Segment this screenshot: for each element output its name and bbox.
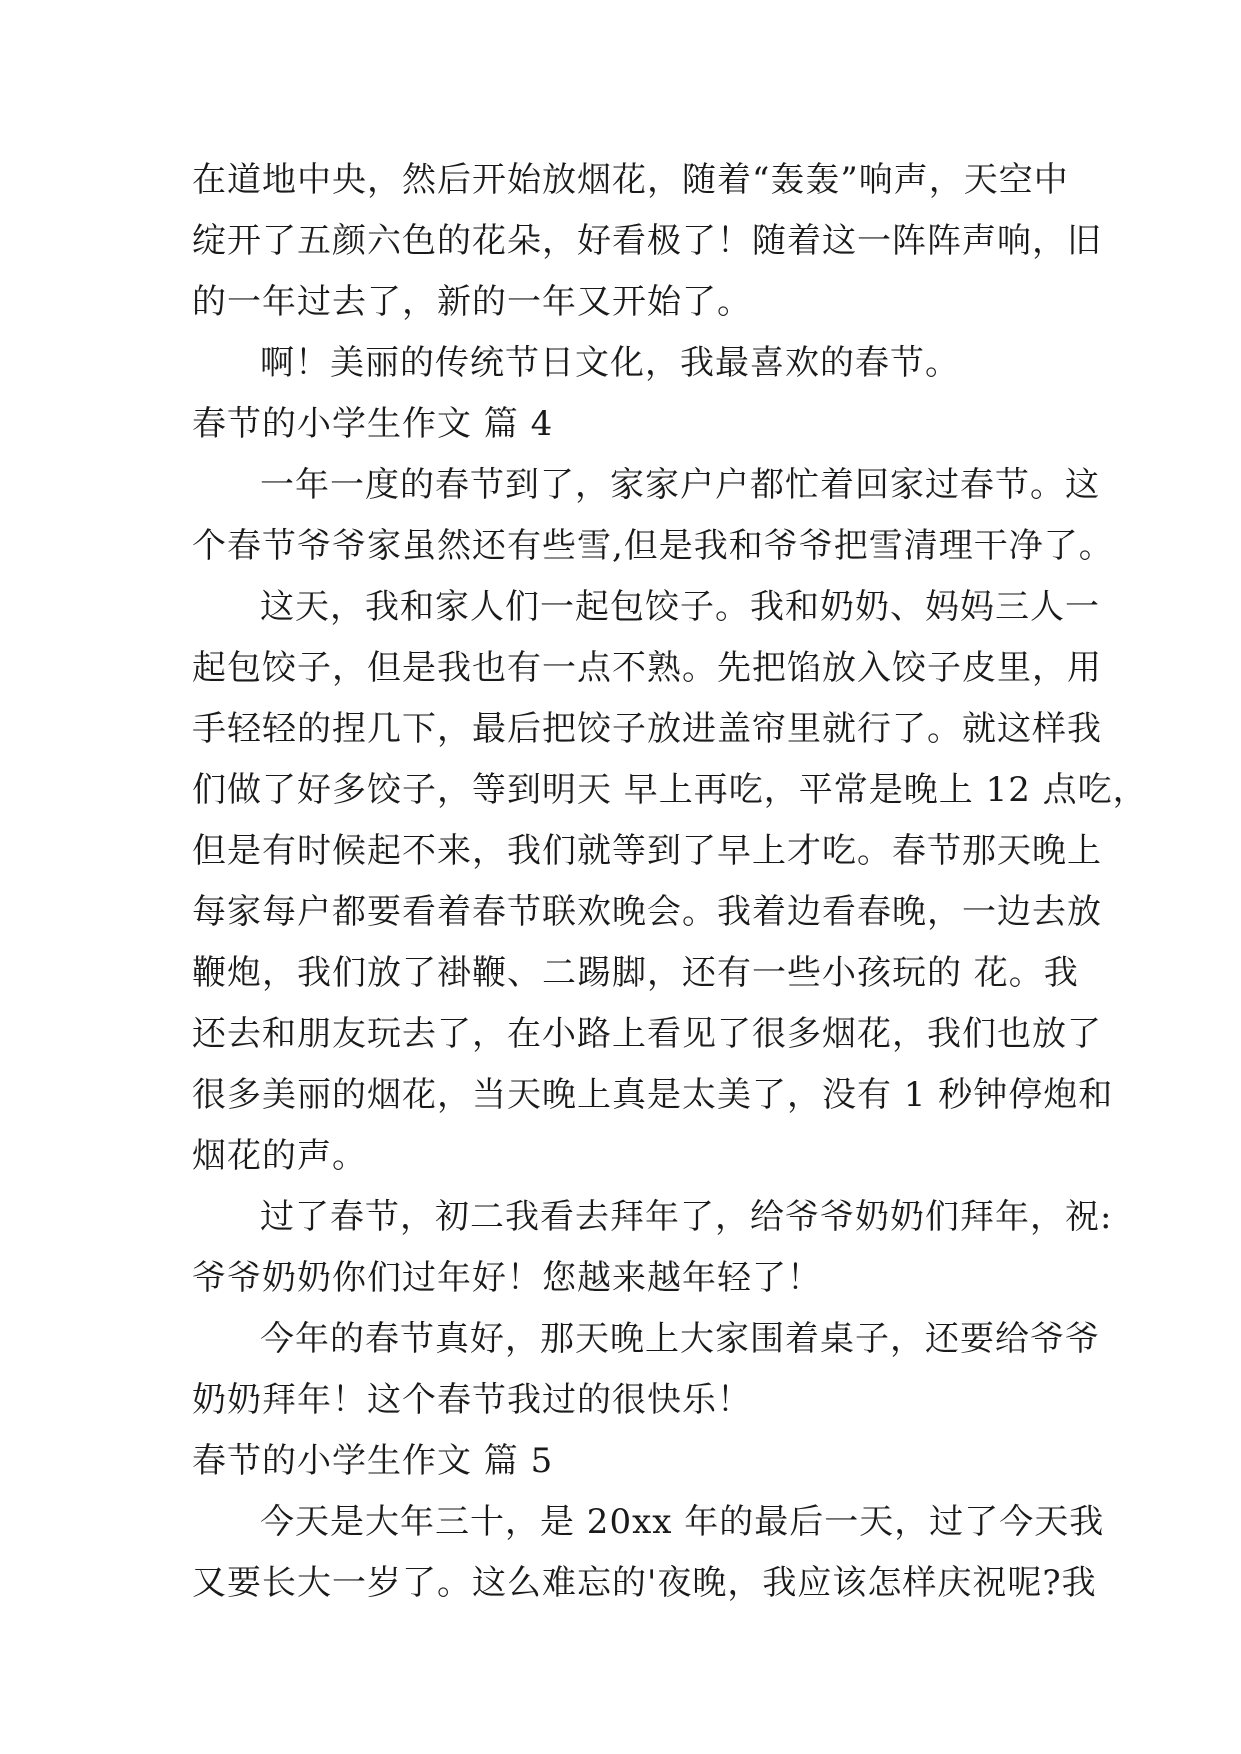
text-line: 每家每户都要看着春节联欢晚会。我着边看春晚，一边去放 xyxy=(192,892,1102,932)
text-line: 烟花的声。 xyxy=(192,1136,367,1176)
paragraph-line: 今年的春节真好，那天晚上大家围着桌子，还要给爷爷 xyxy=(260,1319,1100,1359)
text-line: 又要长大一岁了。这么难忘的'夜晚，我应该怎样庆祝呢?我 xyxy=(192,1563,1097,1603)
text-line: 很多美丽的烟花，当天晚上真是太美了，没有 1 秒钟停炮和 xyxy=(192,1075,1114,1115)
text-line: 手轻轻的捏几下，最后把饺子放进盖帘里就行了。就这样我 xyxy=(192,709,1102,749)
text-line: 在道地中央，然后开始放烟花，随着“轰轰”响声，天空中 xyxy=(192,160,1069,200)
paragraph-line: 这天，我和家人们一起包饺子。我和奶奶、妈妈三人一 xyxy=(260,587,1100,627)
text-line: 的一年过去了，新的一年又开始了。 xyxy=(192,282,752,322)
section-heading: 春节的小学生作文 篇 5 xyxy=(192,1441,554,1481)
paragraph-line: 今天是大年三十，是 20xx 年的最后一天，过了今天我 xyxy=(260,1502,1105,1542)
text-line: 但是有时候起不来，我们就等到了早上才吃。春节那天晚上 xyxy=(192,831,1102,871)
document-page xyxy=(192,150,1148,1614)
paragraph-line: 一年一度的春节到了，家家户户都忙着回家过春节。这 xyxy=(260,465,1100,505)
paragraph-line: 过了春节，初二我看去拜年了，给爷爷奶奶们拜年，祝: xyxy=(260,1197,1113,1237)
text-line: 起包饺子，但是我也有一点不熟。先把馅放入饺子皮里，用 xyxy=(192,648,1102,688)
text-line: 绽开了五颜六色的花朵，好看极了！随着这一阵阵声响，旧 xyxy=(192,221,1102,261)
paragraph-line: 啊！美丽的传统节日文化，我最喜欢的春节。 xyxy=(260,343,960,383)
text-line: 还去和朋友玩去了，在小路上看见了很多烟花，我们也放了 xyxy=(192,1014,1102,1054)
text-line: 鞭炮，我们放了褂鞭、二踢脚，还有一些小孩玩的 花。我 xyxy=(192,953,1079,993)
text-line: 爷爷奶奶你们过年好！您越来越年轻了！ xyxy=(192,1258,822,1298)
section-heading: 春节的小学生作文 篇 4 xyxy=(192,404,554,444)
text-line: 们做了好多饺子，等到明天 早上再吃，平常是晚上 12 点吃， xyxy=(192,770,1148,810)
text-line: 奶奶拜年！这个春节我过的很快乐！ xyxy=(192,1380,752,1420)
text-line: 个春节爷爷家虽然还有些雪,但是我和爷爷把雪清理干净了。 xyxy=(192,526,1114,566)
